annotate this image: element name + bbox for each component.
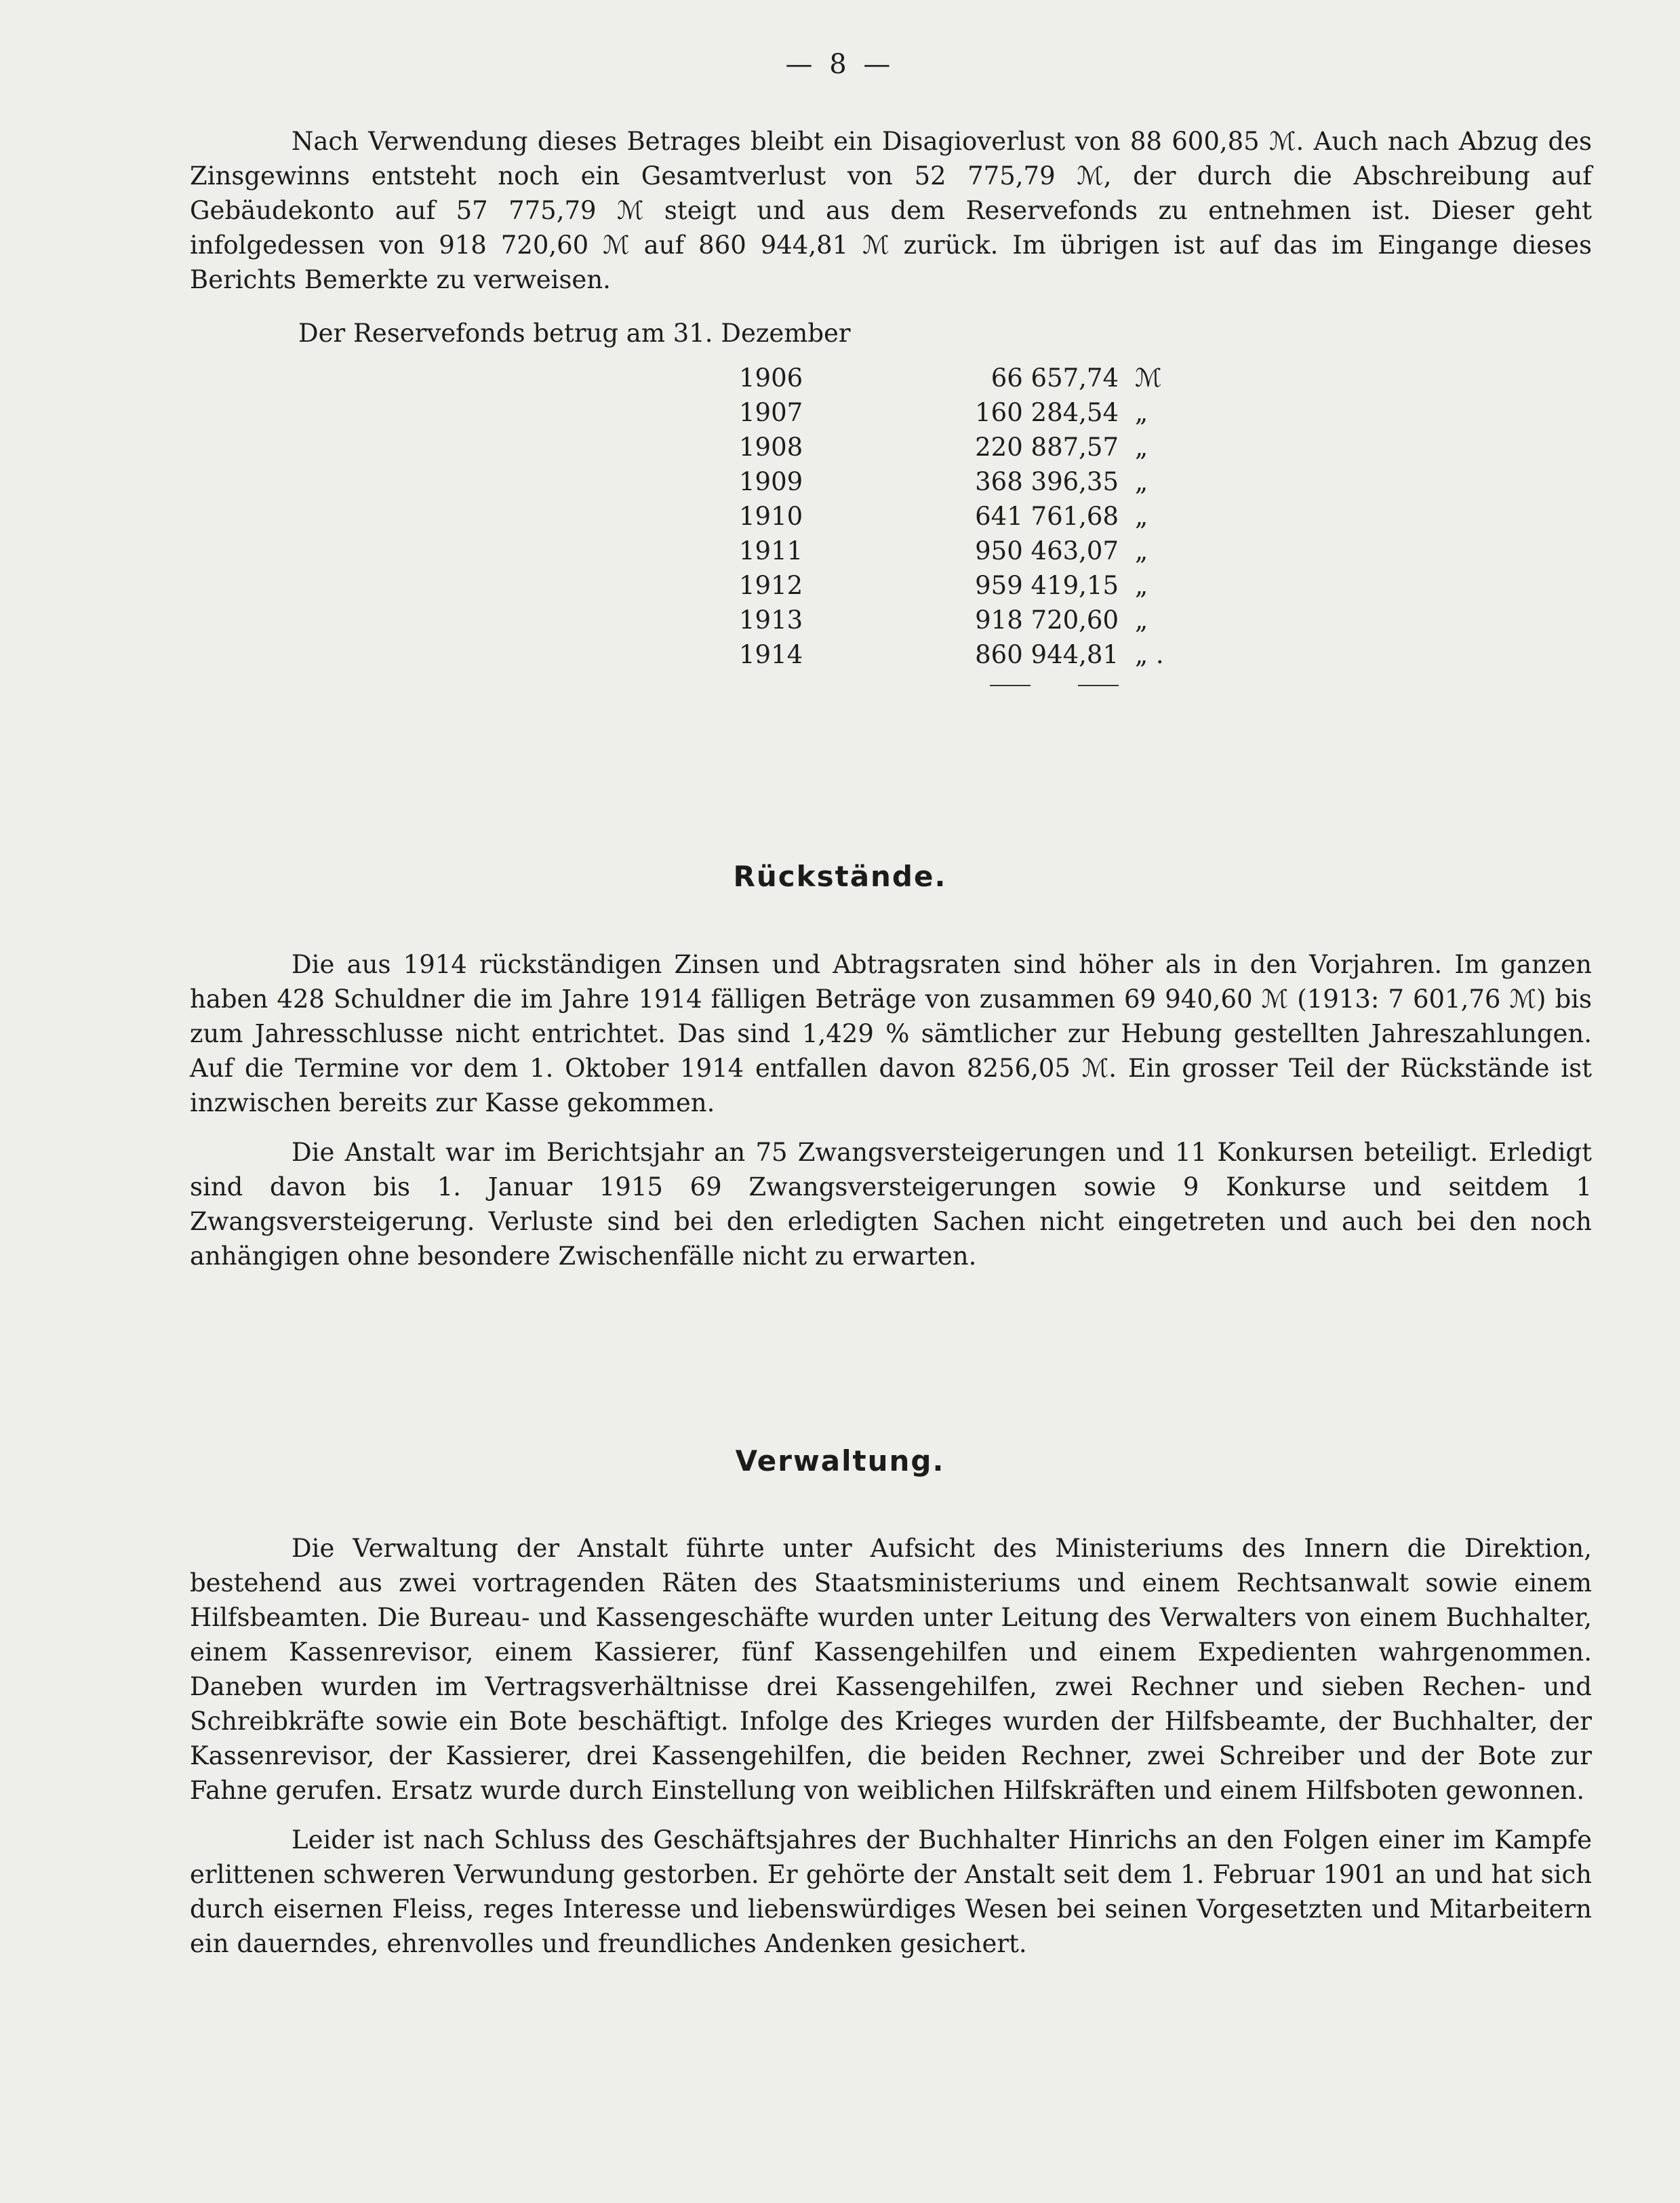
reserve-year: 1910 xyxy=(739,502,803,531)
reserve-year: 1906 xyxy=(739,363,803,393)
reserve-year: 1907 xyxy=(739,398,803,427)
section-heading-verwaltung: Verwaltung. xyxy=(735,1444,945,1477)
reserve-separator xyxy=(739,672,1196,699)
dash-rule xyxy=(990,685,1031,686)
rueckstaende-paragraph: Die Anstalt war im Berichtsjahr an 75 Zwangsversteigerungen und 11 Konkursen beteiligt. Erledigt sind davon bis 1. Januar 1915 69 Zwangsversteigerungen sowie 9 Konkurse und seitdem 1 Zwangsversteigerung. Verluste sind bei den erledigten Sachen nicht eingetreten und auch bei den noch anhängigen ohne besondere Zwischenfälle nicht zu erwarten. xyxy=(190,1138,1592,1271)
reserve-unit: „ xyxy=(1135,433,1148,462)
reserve-unit: „ xyxy=(1135,467,1148,496)
reserve-year: 1909 xyxy=(739,467,803,496)
verwaltung-paragraph: Leider ist nach Schluss des Geschäftsjahres der Buchhalter Hinrichs an den Folgen einer im Kampfe erlittenen schweren Verwundung gestorben. Er gehörte der Anstalt seit dem 1. Februar 1901 an und hat sich durch eisernen Fleiss, reges Interesse und liebenswürdiges Wesen bei seinen Vorgesetzten und Mitarbeitern ein dauerndes, ehrenvolles und freundliches Andenken gesichert. xyxy=(190,1825,1592,1958)
reserve-amount: 368 396,35 xyxy=(975,467,1119,496)
reserve-amount: 950 463,07 xyxy=(975,536,1119,565)
reserve-unit: „ xyxy=(1135,606,1148,635)
dash-rule xyxy=(1078,685,1119,686)
page-number: — 8 — xyxy=(785,49,895,80)
reserve-row xyxy=(739,568,1196,603)
reserve-row xyxy=(739,395,1196,430)
reserve-row xyxy=(739,430,1196,464)
reserve-row xyxy=(739,603,1196,637)
rueckstaende-paragraph: Die aus 1914 rückständigen Zinsen und Abtragsraten sind höher als in den Vorjahren. Im ganzen haben 428 Schuldner die im Jahre 1914 fälligen Beträge von zusammen 69 940,60 ℳ (1913: 7 601,76 ℳ) bis zum Jahresschlusse nicht entrichtet. Das sind 1,429 % sämtlicher zur Hebung gestellten Jahreszahlungen. Auf die Termine vor dem 1. Oktober 1914 entfallen davon 8256,05 ℳ. Ein grosser Teil der Rückstände ist inzwischen bereits zur Kasse gekommen. xyxy=(190,950,1592,1117)
reserve-row xyxy=(739,464,1196,499)
reserve-amount: 160 284,54 xyxy=(975,398,1119,427)
section-heading-rueckstaende: Rückstände. xyxy=(733,860,947,893)
intro-paragraph: Nach Verwendung dieses Betrages bleibt ein Disagioverlust von 88 600,85 ℳ. Auch nach Abzug des Zinsgewinns entsteht noch ein Gesamtverlust von 52 775,79 ℳ, der durch die Abschreibung auf Gebäudekonto auf 57 775,79 ℳ steigt und aus dem Reservefonds zu entnehmen ist. Dieser geht infolgedessen von 918 720,60 ℳ auf 860 944,81 ℳ zurück. Im übrigen ist auf das im Eingange dieses Berichts Bemerkte zu verweisen. xyxy=(190,127,1592,294)
reserve-amount: 860 944,81 xyxy=(975,640,1119,669)
reserve-row xyxy=(739,361,1196,395)
reserve-row xyxy=(739,637,1196,672)
reserve-year: 1914 xyxy=(739,640,803,669)
reserve-amount: 959 419,15 xyxy=(975,571,1119,600)
intro-section xyxy=(190,124,1592,297)
verwaltung-section xyxy=(190,1531,1592,1961)
reserve-unit: „ xyxy=(1135,536,1148,565)
reserve-year: 1908 xyxy=(739,433,803,462)
reserve-unit: „ . xyxy=(1135,640,1164,669)
reserve-year: 1912 xyxy=(739,571,803,600)
reserve-unit: „ xyxy=(1135,398,1148,427)
reserve-amount: 918 720,60 xyxy=(975,606,1119,635)
verwaltung-paragraph: Die Verwaltung der Anstalt führte unter Aufsicht des Ministeriums des Innern die Direktion, bestehend aus zwei vortragenden Räten des Staatsministeriums und einem Rechtsanwalt sowie einem Hilfsbeamten. Die Bureau- und Kassengeschäfte wurden unter Leitung des Verwalters von einem Buchhalter, einem Kassenrevisor, einem Kassierer, fünf Kassengehilfen und einem Expedienten wahrgenommen. Daneben wurden im Vertragsverhältnisse drei Kassengehilfen, zwei Rechner und sieben Rechen- und Schreibkräfte sowie ein Bote beschäftigt. Infolge des Krieges wurden der Hilfsbeamte, der Buchhalter, der Kassenrevisor, der Kassierer, drei Kassengehilfen, die beiden Rechner, zwei Schreiber und der Bote zur Fahne gerufen. Ersatz wurde durch Einstellung von weiblichen Hilfskräften und einem Hilfsboten gewonnen. xyxy=(190,1534,1592,1805)
reserve-unit: „ xyxy=(1135,571,1148,600)
reserve-amount: 220 887,57 xyxy=(975,433,1119,462)
reserve-row xyxy=(739,499,1196,534)
reserve-unit: ℳ xyxy=(1135,363,1162,393)
reserve-year: 1913 xyxy=(739,606,803,635)
reserve-table xyxy=(739,361,1196,699)
reserve-row xyxy=(739,534,1196,568)
reserve-amount: 66 657,74 xyxy=(991,363,1119,393)
reserve-unit: „ xyxy=(1135,502,1148,531)
reserve-lead-in: Der Reservefonds betrug am 31. Dezember xyxy=(298,319,851,348)
reserve-amount: 641 761,68 xyxy=(975,502,1119,531)
rueckstaende-section xyxy=(190,947,1592,1273)
reserve-year: 1911 xyxy=(739,536,803,565)
